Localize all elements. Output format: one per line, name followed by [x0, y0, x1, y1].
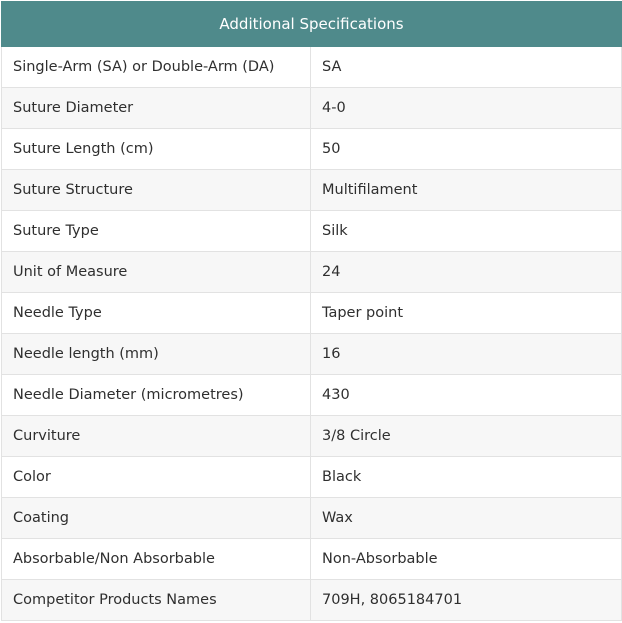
spec-label: Suture Structure [2, 170, 311, 211]
table-body [2, 47, 622, 621]
spec-label: Color [2, 457, 311, 498]
spec-label: Suture Type [2, 211, 311, 252]
table-row [2, 129, 622, 170]
table-row [2, 170, 622, 211]
table-title: Additional Specifications [2, 2, 622, 47]
table-row [2, 498, 622, 539]
spec-label: Needle length (mm) [2, 334, 311, 375]
spec-label: Suture Length (cm) [2, 129, 311, 170]
table-row [2, 457, 622, 498]
spec-value: Black [311, 457, 622, 498]
spec-value: Non-Absorbable [311, 539, 622, 580]
spec-value: 709H, 8065184701 [311, 580, 622, 621]
spec-value: 3/8 Circle [311, 416, 622, 457]
spec-value: Multifilament [311, 170, 622, 211]
table-row [2, 539, 622, 580]
spec-value: SA [311, 47, 622, 88]
spec-value: 24 [311, 252, 622, 293]
table-row [2, 416, 622, 457]
table-row [2, 252, 622, 293]
spec-value: Wax [311, 498, 622, 539]
spec-label: Coating [2, 498, 311, 539]
spec-value: Silk [311, 211, 622, 252]
additional-specifications-table [1, 1, 622, 621]
spec-label: Curviture [2, 416, 311, 457]
spec-label: Suture Diameter [2, 88, 311, 129]
spec-label: Single-Arm (SA) or Double-Arm (DA) [2, 47, 311, 88]
spec-label: Absorbable/Non Absorbable [2, 539, 311, 580]
spec-label: Needle Diameter (micrometres) [2, 375, 311, 416]
spec-label: Needle Type [2, 293, 311, 334]
table-row [2, 211, 622, 252]
table-row [2, 334, 622, 375]
spec-label: Competitor Products Names [2, 580, 311, 621]
table-header-row [2, 2, 622, 47]
table-row [2, 375, 622, 416]
spec-value: 4-0 [311, 88, 622, 129]
table-row [2, 293, 622, 334]
table-row [2, 47, 622, 88]
spec-value: 430 [311, 375, 622, 416]
spec-value: Taper point [311, 293, 622, 334]
table-row [2, 580, 622, 621]
spec-value: 50 [311, 129, 622, 170]
spec-value: 16 [311, 334, 622, 375]
table-row [2, 88, 622, 129]
spec-label: Unit of Measure [2, 252, 311, 293]
